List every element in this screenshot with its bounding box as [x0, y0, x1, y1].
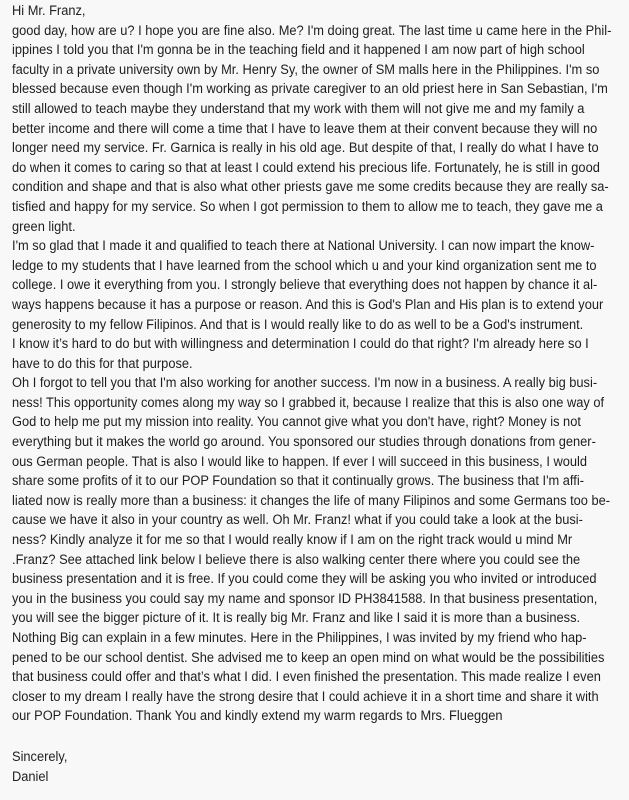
body-line: pened to be our school dentist. She advised me to keep an open mind on what would be the possibilities	[12, 649, 605, 666]
body-line: I know it’s hard to do but with willingness and determination I could do that right? I'm already here so I	[12, 336, 589, 353]
body-line: closer to my dream I really have the strong desire that I could achieve it in a short time and share it with	[12, 688, 599, 705]
body-line: Oh I forgot to tell you that I'm also working for another success. I'm now in a business. A really big busi-	[12, 375, 598, 392]
body-line: do when it comes to caring so that at least I could extend his precious life. Fortunately, he is still in good	[12, 159, 600, 176]
body-line: better income and there will come a time that I have to leave them at their convent because they will no	[12, 120, 598, 137]
body-line: college. I owe it everything from you. I strongly believe that everything does not happen by chance it al-	[12, 277, 598, 294]
body-line: Nothing Big can explain in a few minutes. Here in the Philippines, I was invited by my friend who hap-	[12, 630, 587, 646]
body-line: you in the business you could say my name and sponsor ID PH3841588. In that business presentation,	[12, 590, 598, 607]
body-line: condition and shape and that is also what other priests gave me some credits because they are really sa-	[12, 179, 609, 196]
body-line: ness! This opportunity comes along my way so I grabbed it, because I realize that this is also one way of	[12, 394, 605, 411]
body-line: everything but it makes the world go around. You sponsored our studies through donations from gener-	[12, 434, 596, 451]
body-line: still allowed to teach maybe they understand that my work with them will not give me and my family a	[12, 100, 585, 117]
letter-body	[12, 22, 624, 727]
body-line: business presentation and it is free. If you could come they will be asking you who invited or introduced	[12, 571, 597, 588]
body-line: longer need my service. Fr. Garnica is really in his old age. But despite of that, I really do what I have to	[12, 140, 599, 157]
letter-greeting: Hi Mr. Franz,	[12, 3, 86, 19]
letter-closing: Sincerely,	[12, 748, 68, 765]
body-line: our POP Foundation. Thank You and kindly extend my warm regards to Mrs. Flueggen	[12, 708, 503, 725]
body-line: have to do this for that purpose.	[12, 355, 193, 372]
body-line: ness? Kindly analyze it for me so that I would really know if I am on the right track would u mind Mr	[12, 532, 573, 549]
body-line: I'm so glad that I made it and qualified to teach there at National University. I can now impart the know-	[12, 238, 595, 255]
body-line: .Franz? See attached link below I believe there is also walking center there where you could see the	[12, 551, 581, 568]
body-line: ways happens because it has a purpose or reason. And this is God's Plan and His plan is to extend your	[12, 296, 604, 313]
body-line: faculty in a private university own by Mr. Henry Sy, the owner of SM malls here in the Philippines. I'm so	[12, 61, 600, 78]
body-line: good day, how are u? I hope you are fine also. Me? I'm doing great. The last time u came here in the Phil-	[12, 22, 612, 39]
blank-line	[12, 727, 624, 748]
body-line: blessed because even though I'm working as private caregiver to an old priest here in San Sebastian, I'm	[12, 81, 608, 98]
body-line: ippines I told you that I'm gonna be in the teaching field and it happened I am now part of high school	[12, 42, 585, 59]
letter	[12, 2, 624, 787]
body-line: tisfied and happy for my service. So when I got permission to them to allow me to teach, they gave me a	[12, 198, 603, 215]
body-line: liated now is really more than a business: it changes the life of many Filipinos and some Germans too be-	[12, 492, 611, 509]
body-line: ous German people. That is also I would like to happen. If ever I will succeed in this business, I would	[12, 453, 588, 470]
body-line: share some profits of it to our POP Foundation so that it continually grows. The business that I'm affi-	[12, 473, 584, 490]
body-line: cause we have it also in your country as well. Oh Mr. Franz! what if you could take a look at the busi-	[12, 512, 583, 529]
body-line: you will see the bigger picture of it. It is really big Mr. Franz and like I said it is more than a business.	[12, 610, 581, 627]
body-line: green light.	[12, 218, 76, 235]
letter-signature: Daniel	[12, 768, 49, 785]
body-line: God to help me put my mission into reality. You cannot give what you don't have, right? Money is not	[12, 414, 581, 431]
body-line: generosity to my fellow Filipinos. And that is I would really like to do as well to be a God's instrument.	[12, 316, 584, 333]
body-line: that business could offer and that’s what I did. I even finished the presentation. This made realize I even	[12, 669, 601, 686]
body-line: ledge to my students that I have learned from the school which u and your kind organization sent me to	[12, 257, 597, 274]
